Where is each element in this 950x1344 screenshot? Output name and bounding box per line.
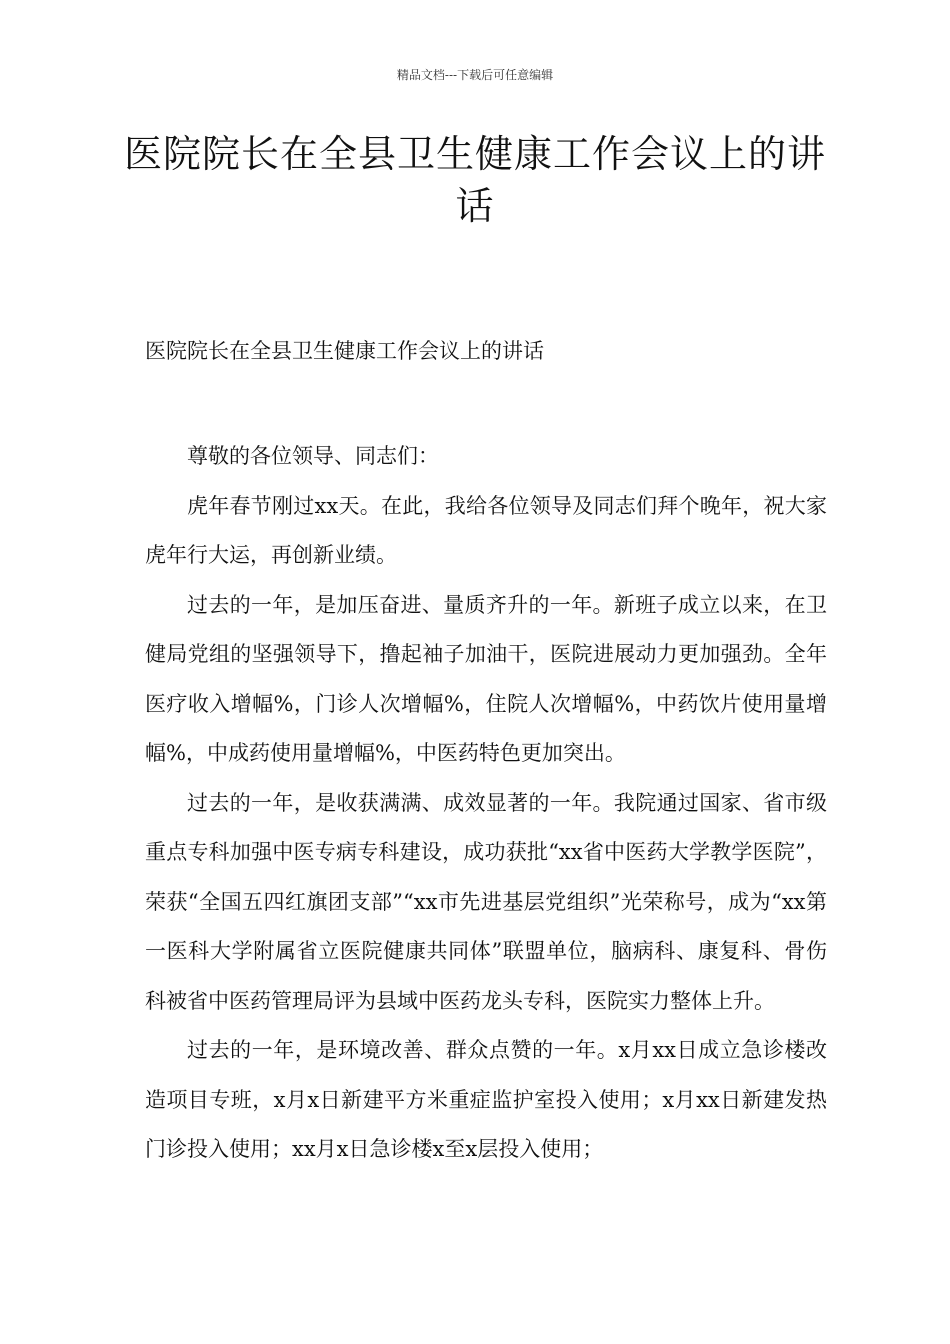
- paragraph-progress: 过去的一年，是加压奋进、量质齐升的一年。新班子成立以来，在卫健局党组的坚强领导下，撸起袖子加油干，医院进展动力更加强劲。全年医疗收入增幅%，门诊人次增幅%，住院人次增幅%，中药饮片使用量增幅%，中成药使用量增幅%，中医药特色更加突出。: [145, 592, 827, 765]
- document-body: [145, 432, 827, 1175]
- paragraph-achievements: 过去的一年，是收获满满、成效显著的一年。我院通过国家、省市级重点专科加强中医专病专科建设，成功获批“xx省中医药大学教学医院”，荣获“全国五四红旗团支部”“xx市先进基层党组织”光荣称号，成为“xx第一医科大学附属省立医院健康共同体”联盟单位，脑病科、康复科、骨伤科被省中医药管理局评为县域中医药龙头专科，医院实力整体上升。: [145, 790, 827, 1013]
- document-subtitle: 医院院长在全县卫生健康工作会议上的讲话: [145, 339, 544, 363]
- header-note: 精品文档---下载后可任意编辑: [396, 68, 554, 82]
- paragraph-greeting: 尊敬的各位领导、同志们：: [187, 444, 439, 468]
- document-title: 医院院长在全县卫生健康工作会议上的讲话: [123, 132, 826, 228]
- paragraph-environment: 过去的一年，是环境改善、群众点赞的一年。x月xx日成立急诊楼改造项目专班，x月x日新建平方米重症监护室投入使用；x月xx日新建发热门诊投入使用；xx月x日急诊楼x至x层投入使用；: [145, 1038, 827, 1161]
- paragraph-new-year: 虎年春节刚过xx天。在此，我给各位领导及同志们拜个晚年，祝大家虎年行大运，再创新业绩。: [145, 493, 827, 567]
